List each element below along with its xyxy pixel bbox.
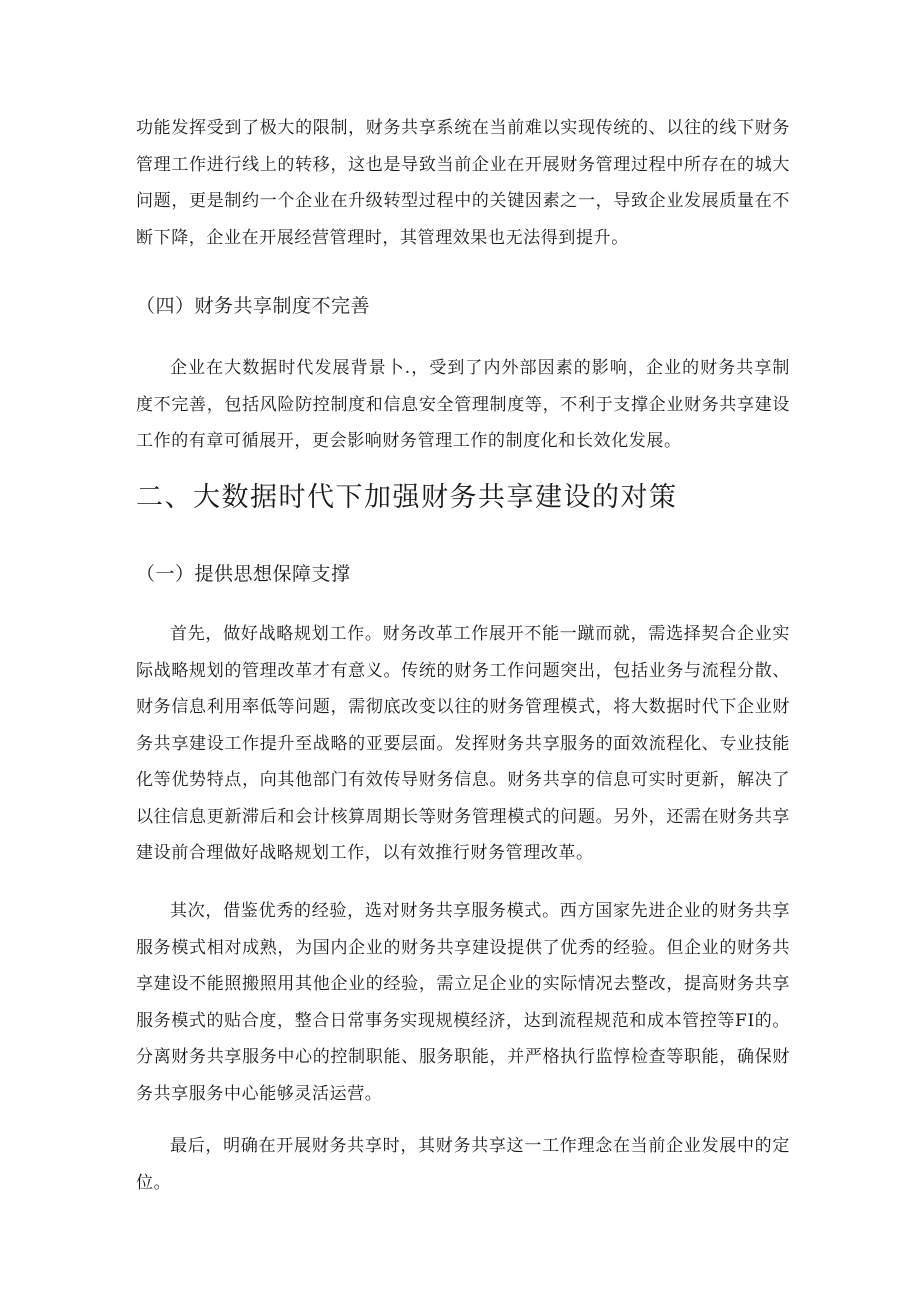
body-paragraph-3: 首先，做好战略规划工作。财务改革工作展开不能一蹴而就，需选择契合企业实际战略规划的管理改革才有意义。传统的财务工作问题突出，包括业务与流程分散、财务信息利用率低等问题，需彻底改变以往的财务管理模式，将大数据时代下企业财务共享建设工作提升至战略的亚要层面。发挥财务共享服务的面效流程化、专业技能化等优势特点，向其他部门有效传导财务信息。财务共享的信息可实时更新，解决了以往信息更新滞后和会计核算周期长等财务管理模式的问题。另外，还需在财务共享建设前合理做好战略规划工作，以有效推行财务管理改革。 — [136, 624, 790, 863]
body-paragraph-2: 企业在大数据时代发展背景卜.，受到了内外部因素的影响，企业的财务共享制度不完善，包括风险防控制度和信息安全管理制度等，不利于支撑企业财务共享建设工作的有章可循展开，更会影响财务管理工作的制度化和长效化发展。 — [136, 358, 790, 451]
body-paragraph-1: 功能发挥受到了极大的限制，财务共享系统在当前难以实现传统的、以往的线下财务管理工作进行线上的转移，这也是导致当前企业在开展财务管理过程中所存在的城大问题，更是制约一个企业在升级转型过程中的关键因素之一，导致企业发展质量在不断下降，企业在开展经营管理时，其管理效果也无法得到提升。 — [136, 118, 790, 248]
body-paragraph-4: 其次，借鉴优秀的经验，选对财务共享服务模式。西方国家先进企业的财务共享服务模式相对成熟，为国内企业的财务共享建设提供了优秀的经验。但企业的财务共享建设不能照搬照用其他企业的经验，需立足企业的实际情况去整改，提高财务共享服务模式的贴合度，整合日常事务实现规模经济，达到流程规范和成本管控等FI的。分离财务共享服务中心的控制职能、服务职能，并严格执行监惇检查等职能，确保财务共享服务中心能够灵活运营。 — [136, 901, 790, 1104]
section-title-2: 二、大数据时代下加强财务共享建设的对策 — [136, 482, 678, 513]
subheading-4: （四）财务共享制度不完善 — [136, 295, 371, 317]
body-paragraph-5: 最后，明确在开展财务共享时，其财务共享这一工作理念在当前企业发展中的定位。 — [136, 1136, 790, 1193]
subheading-1: （一）提供思想保障支撑 — [136, 563, 351, 585]
